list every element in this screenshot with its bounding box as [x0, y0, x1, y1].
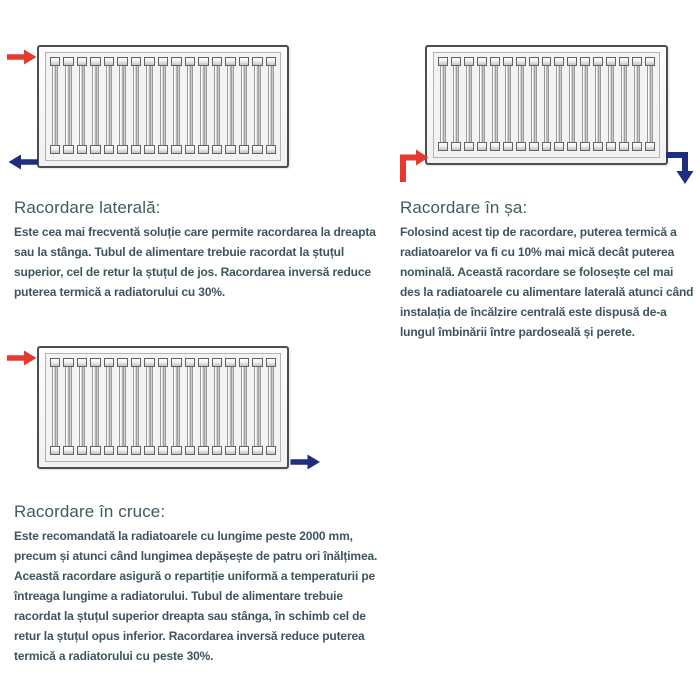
section-body-cross: Este recomandată la radiatoarele cu lungime peste 2000 mm, precum și atunci când lungimea depășește de patru ori înălțimea. Această racordare asigură o repartiție uniformă a temperaturii pe întreaga lungime a radiatorului. Tubul de alimentare trebuie racordat la ștuțul superior dreapta sau stânga, în schimb cel de retur la ștuțul opus inferior. Racordarea inversă reduce puterea termică a radiatorului cu peste 30%. [14, 529, 378, 663]
return-flow-arrow-icon [290, 454, 321, 470]
fin-cap [117, 145, 127, 154]
fin-shaft [173, 66, 179, 145]
radiator-fin [438, 57, 448, 151]
fin-shaft [106, 367, 112, 446]
fin-shaft [254, 367, 260, 446]
fin-cap [451, 142, 461, 151]
radiator-fin [131, 57, 141, 154]
radiator-fin [63, 57, 73, 154]
radiator-fin [144, 358, 154, 455]
fin-cap [619, 142, 629, 151]
fin-cap [490, 142, 500, 151]
radiator-fin [554, 57, 564, 151]
radiator-fin [503, 57, 513, 151]
supply-flow-elbow-arrow-icon [398, 146, 430, 182]
fin-cap [198, 358, 208, 367]
fin-cap [252, 145, 262, 154]
fin-shaft [479, 66, 485, 142]
fin-cap [185, 446, 195, 455]
fin-cap [239, 446, 249, 455]
radiator-fin [63, 358, 73, 455]
diagram-saddle [390, 0, 700, 190]
radiator-fin [171, 358, 181, 455]
fin-shaft [268, 367, 274, 446]
fin-cap [529, 142, 539, 151]
fin-cap [144, 446, 154, 455]
fin-cap [212, 358, 222, 367]
fin-cap [144, 145, 154, 154]
fin-cap [266, 446, 276, 455]
fin-cap [542, 57, 552, 66]
radiator-fin [225, 57, 235, 154]
fin-cap [438, 57, 448, 66]
fin-cap [606, 142, 616, 151]
radiator-fin [158, 358, 168, 455]
fin-cap [131, 57, 141, 66]
section-heading-lateral: Racordare laterală: [14, 198, 161, 217]
fin-cap [477, 142, 487, 151]
fin-shaft [621, 66, 627, 142]
fin-cap [185, 57, 195, 66]
fin-shaft [241, 66, 247, 145]
radiator-fin [50, 57, 60, 154]
fin-cap [158, 358, 168, 367]
fin-shaft [214, 367, 220, 446]
fin-cap [212, 446, 222, 455]
fin-cap [171, 446, 181, 455]
fin-cap [490, 57, 500, 66]
fin-shaft [119, 66, 125, 145]
fin-cap [90, 358, 100, 367]
supply-flow-arrow-icon [7, 49, 37, 65]
diagram-lateral [0, 0, 350, 185]
fin-cap [451, 57, 461, 66]
fin-cap [632, 142, 642, 151]
fin-cap [90, 57, 100, 66]
fin-shaft [595, 66, 601, 142]
fin-cap [131, 145, 141, 154]
fin-shaft [52, 367, 58, 446]
radiator-fin [542, 57, 552, 151]
fin-shaft [92, 66, 98, 145]
radiator-fin [567, 57, 577, 151]
radiator-fin [131, 358, 141, 455]
fin-cap [225, 57, 235, 66]
fin-cap [90, 145, 100, 154]
fin-shaft [200, 66, 206, 145]
fin-cap [77, 57, 87, 66]
fin-cap [198, 57, 208, 66]
fin-shaft [160, 66, 166, 145]
fin-cap [63, 446, 73, 455]
fin-cap [580, 142, 590, 151]
radiator-fin [104, 358, 114, 455]
fin-cap [619, 57, 629, 66]
fin-cap [252, 358, 262, 367]
fin-cap [144, 57, 154, 66]
fin-shaft [92, 367, 98, 446]
fin-cap [252, 57, 262, 66]
radiator-fin [266, 57, 276, 154]
fin-cap [645, 57, 655, 66]
fin-cap [266, 358, 276, 367]
fin-cap [131, 446, 141, 455]
fin-cap [252, 446, 262, 455]
return-flow-elbow-arrow-icon [666, 150, 698, 186]
fin-shaft [608, 66, 614, 142]
fin-cap [464, 57, 474, 66]
radiator-fin [645, 57, 655, 151]
radiator-fin [239, 358, 249, 455]
fin-cap [90, 446, 100, 455]
fin-cap [516, 57, 526, 66]
radiator-panel [425, 45, 668, 165]
radiator-panel [37, 346, 289, 469]
radiator-fin [490, 57, 500, 151]
fin-shaft [241, 367, 247, 446]
fin-cap [158, 446, 168, 455]
fin-shaft [200, 367, 206, 446]
fin-cap [171, 57, 181, 66]
supply-flow-arrow-icon [7, 350, 37, 366]
section-body-saddle: Folosind acest tip de racordare, puterea termică a radiatoarelor va fi cu 10% mai mică decât puterea nominală. Această racordare se folosește cel mai des la radiatoarele cu alimentare laterală atunci când instalația de încălzire centrală este dispusă de-a lungul îmbinării între pardoseală și perete. [400, 225, 694, 339]
radiator-fin [632, 57, 642, 151]
fin-cap [266, 57, 276, 66]
fin-cap [104, 358, 114, 367]
fin-cap [239, 57, 249, 66]
fin-cap [158, 145, 168, 154]
fin-cap [438, 142, 448, 151]
fin-cap [50, 358, 60, 367]
fin-shaft [65, 66, 71, 145]
radiator-fin [144, 57, 154, 154]
fin-cap [225, 446, 235, 455]
return-flow-arrow-icon [7, 154, 39, 170]
fin-shaft [133, 367, 139, 446]
radiator-fin [451, 57, 461, 151]
radiator-fin [90, 358, 100, 455]
fin-shaft [544, 66, 550, 142]
fin-cap [632, 57, 642, 66]
fin-cap [50, 57, 60, 66]
fin-shaft [440, 66, 446, 142]
radiator-fin [198, 57, 208, 154]
fin-cap [567, 142, 577, 151]
section-body-lateral: Este cea mai frecventă soluție care permite racordarea la dreapta sau la stânga. Tubul de alimentare trebuie racordat la ștuțul superior, cel de retur la ștuțul de jos. Racordarea inversă reduce puterea termică a radiatorului cu 30%. [14, 225, 376, 299]
fin-cap [104, 446, 114, 455]
fin-shaft [119, 367, 125, 446]
radiator-fins [45, 353, 281, 462]
radiator-fin [252, 57, 262, 154]
fin-shaft [582, 66, 588, 142]
fin-cap [198, 145, 208, 154]
fin-cap [645, 142, 655, 151]
radiator-fin [252, 358, 262, 455]
fin-shaft [173, 367, 179, 446]
fin-shaft [254, 66, 260, 145]
fin-cap [131, 358, 141, 367]
radiator-fin [225, 358, 235, 455]
fin-cap [593, 142, 603, 151]
radiator-fin [77, 57, 87, 154]
radiator-fin [212, 57, 222, 154]
fin-shaft [146, 367, 152, 446]
radiator-fin [185, 57, 195, 154]
fin-cap [63, 57, 73, 66]
fin-cap [239, 358, 249, 367]
fin-cap [225, 145, 235, 154]
radiator-fin [90, 57, 100, 154]
radiator-fin [529, 57, 539, 151]
radiator-fin [606, 57, 616, 151]
fin-cap [239, 145, 249, 154]
fin-shaft [647, 66, 653, 142]
fin-shaft [505, 66, 511, 142]
fin-cap [104, 145, 114, 154]
radiator-fin [158, 57, 168, 154]
fin-cap [185, 358, 195, 367]
fin-shaft [227, 367, 233, 446]
radiator-panel [37, 45, 289, 168]
fin-shaft [634, 66, 640, 142]
radiator-fin [464, 57, 474, 151]
radiator-fin [266, 358, 276, 455]
fin-shaft [79, 66, 85, 145]
radiator-fin [516, 57, 526, 151]
fin-shaft [133, 66, 139, 145]
fin-cap [50, 145, 60, 154]
fin-cap [477, 57, 487, 66]
radiator-fin [117, 358, 127, 455]
radiator-fin [477, 57, 487, 151]
fin-shaft [268, 66, 274, 145]
fin-shaft [146, 66, 152, 145]
fin-cap [266, 145, 276, 154]
radiator-fin [580, 57, 590, 151]
fin-cap [529, 57, 539, 66]
fin-shaft [492, 66, 498, 142]
fin-shaft [466, 66, 472, 142]
fin-shaft [214, 66, 220, 145]
radiator-fin [117, 57, 127, 154]
radiator-fin [50, 358, 60, 455]
fin-cap [77, 145, 87, 154]
fin-cap [593, 57, 603, 66]
radiator-fin [198, 358, 208, 455]
radiator-fin [619, 57, 629, 151]
fin-cap [77, 358, 87, 367]
radiator-fin [593, 57, 603, 151]
fin-shaft [187, 66, 193, 145]
fin-shaft [518, 66, 524, 142]
radiator-fin [185, 358, 195, 455]
radiator-fin [239, 57, 249, 154]
fin-shaft [556, 66, 562, 142]
fin-shaft [52, 66, 58, 145]
fin-cap [158, 57, 168, 66]
fin-cap [503, 142, 513, 151]
radiator-fin [171, 57, 181, 154]
fin-cap [580, 57, 590, 66]
fin-cap [117, 57, 127, 66]
fin-cap [554, 142, 564, 151]
section-heading-cross: Racordare în cruce: [14, 502, 166, 521]
fin-shaft [187, 367, 193, 446]
fin-cap [567, 57, 577, 66]
fin-cap [171, 358, 181, 367]
fin-cap [144, 358, 154, 367]
fin-shaft [569, 66, 575, 142]
fin-cap [63, 145, 73, 154]
radiator-fin [212, 358, 222, 455]
fin-cap [503, 57, 513, 66]
fin-cap [63, 358, 73, 367]
diagram-cross [0, 300, 350, 485]
fin-cap [212, 145, 222, 154]
fin-cap [104, 57, 114, 66]
fin-cap [542, 142, 552, 151]
fin-cap [212, 57, 222, 66]
radiator-fin [104, 57, 114, 154]
radiator-fins [45, 52, 281, 161]
fin-cap [185, 145, 195, 154]
fin-shaft [65, 367, 71, 446]
fin-cap [117, 446, 127, 455]
fin-shaft [160, 367, 166, 446]
fin-cap [117, 358, 127, 367]
fin-cap [198, 446, 208, 455]
fin-cap [516, 142, 526, 151]
section-heading-saddle: Racordare în șa: [400, 198, 528, 217]
fin-shaft [79, 367, 85, 446]
fin-shaft [106, 66, 112, 145]
fin-cap [554, 57, 564, 66]
radiator-fins [433, 52, 660, 158]
fin-cap [464, 142, 474, 151]
fin-shaft [531, 66, 537, 142]
fin-cap [225, 358, 235, 367]
fin-shaft [227, 66, 233, 145]
fin-shaft [453, 66, 459, 142]
radiator-fin [77, 358, 87, 455]
fin-cap [171, 145, 181, 154]
fin-cap [50, 446, 60, 455]
fin-cap [606, 57, 616, 66]
fin-cap [77, 446, 87, 455]
